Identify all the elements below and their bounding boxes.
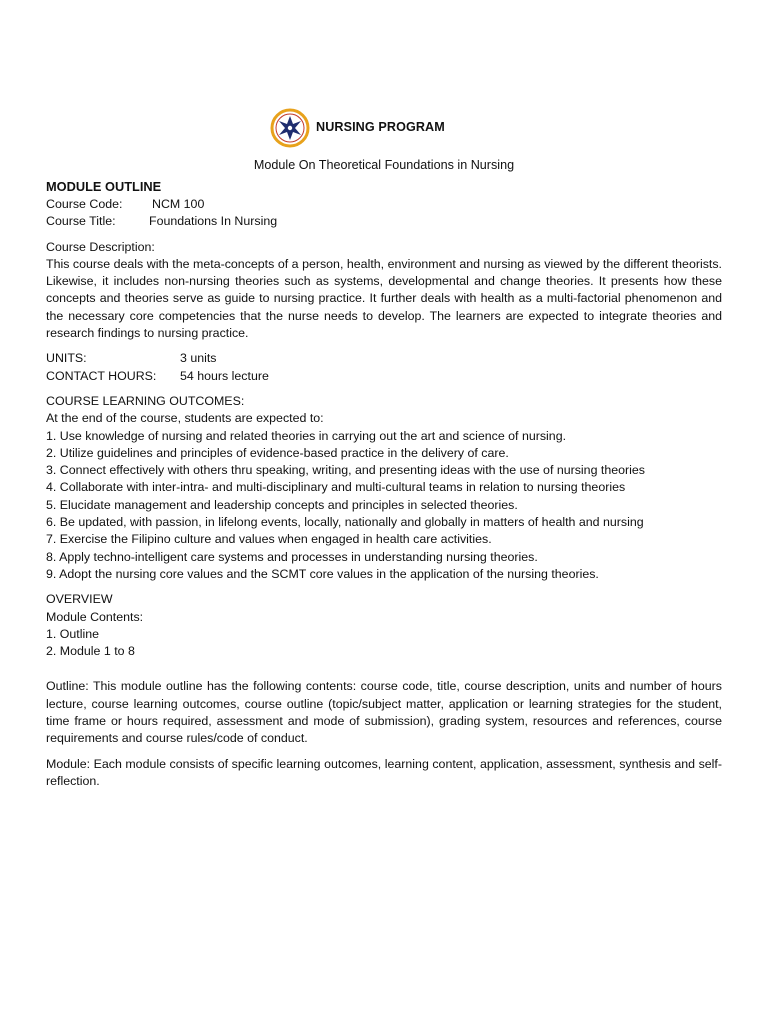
module-contents-item: 1. Outline — [46, 626, 100, 641]
spacer — [46, 342, 722, 350]
units-label: UNITS: — [46, 351, 87, 366]
course-title-label: Course Title: — [46, 214, 116, 229]
program-title: NURSING PROGRAM — [316, 120, 445, 135]
course-code-row — [46, 196, 722, 213]
module-contents-list — [46, 626, 722, 661]
course-description-text: This course deals with the meta-concepts of a person, health, environment and nursing as viewed by the different theorists. Likewise, it includes non-nursing theories such as systems, developmental and change theories. It presents how these concepts and theories serve as guide to nursing practice. It further deals with health as a multi-factorial phenomenon and the necessary core competencies that the nurse needs to develop. The learners are expected to integrate theories and research findings to nursing practice. — [46, 256, 722, 341]
outcome-item: 4. Collaborate with inter-intra- and multi-disciplinary and multi-cultural teams in relation to nursing theories — [46, 480, 626, 495]
course-description-label: Course Description: — [46, 239, 155, 254]
course-title-value: Foundations In Nursing — [149, 214, 278, 229]
contact-hours-value: 54 hours lecture — [180, 368, 269, 383]
units-value: 3 units — [180, 351, 217, 366]
spacer — [46, 231, 722, 239]
module-title: Module On Theoretical Foundations in Nursing — [253, 158, 515, 172]
outcome-item: 2. Utilize guidelines and principles of evidence-based practice in the delivery of care. — [46, 445, 509, 460]
learning-outcomes-heading: COURSE LEARNING OUTCOMES: — [46, 393, 245, 408]
module-contents-item: 2. Module 1 to 8 — [46, 644, 135, 659]
outcome-item: 6. Be updated, with passion, in lifelong events, locally, nationally and globally in matters of health and nursing — [46, 515, 644, 530]
outcome-item: 5. Elucidate management and leadership concepts and principles in selected theories. — [46, 497, 518, 512]
learning-outcomes-intro: At the end of the course, students are expected to: — [46, 411, 324, 426]
spacer — [46, 660, 722, 678]
spacer — [46, 583, 722, 591]
program-header — [270, 108, 445, 148]
logo-center — [288, 126, 292, 130]
outline-paragraph: Outline: This module outline has the following contents: course code, title, course description, units and number of hours lecture, course learning outcomes, course outline (topic/subject matter, application or learning strategies for the student, time frame or hours required, assessment and mode of submission), grading system, resources and references, course requirements and course rules/code of conduct. — [46, 679, 722, 746]
outcome-item: 3. Connect effectively with others thru speaking, writing, and presenting ideas with the use of nursing theories — [46, 463, 645, 478]
contact-hours-label: CONTACT HOURS: — [46, 368, 157, 383]
outcome-item: 1. Use knowledge of nursing and related theories in carrying out the art and science of nursing. — [46, 428, 567, 443]
course-title-row — [46, 213, 722, 230]
course-code-label: Course Code: — [46, 197, 123, 211]
document-body — [46, 178, 722, 790]
contact-hours-row — [46, 368, 722, 385]
course-code-value: NCM 100 — [152, 197, 205, 211]
spacer — [46, 748, 722, 756]
spacer — [46, 385, 722, 393]
outcome-item: 8. Apply techno-intelligent care systems and processes in understanding nursing theories. — [46, 549, 538, 564]
module-paragraph: Module: Each module consists of specific learning outcomes, learning content, application, assessment, synthesis and self-reflection. — [46, 756, 722, 788]
outcome-item: 7. Exercise the Filipino culture and values when engaged in health care activities. — [46, 532, 492, 547]
learning-outcomes-list — [46, 428, 722, 584]
units-row — [46, 350, 722, 367]
module-contents-label: Module Contents: — [46, 609, 144, 624]
outcome-item: 9. Adopt the nursing core values and the SCMT core values in the application of the nursing theories. — [46, 566, 599, 581]
overview-heading: OVERVIEW — [46, 592, 113, 607]
nursing-program-logo — [270, 108, 310, 148]
module-outline-heading: MODULE OUTLINE — [46, 179, 162, 194]
